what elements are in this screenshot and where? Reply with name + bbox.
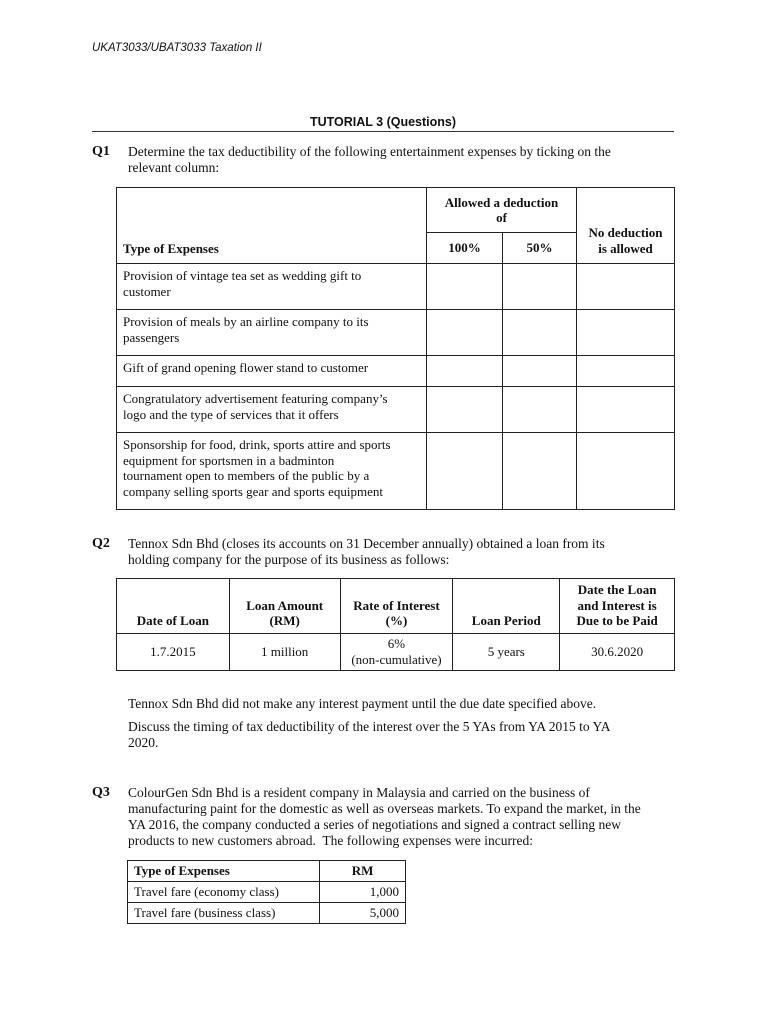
- expense-label: [117, 356, 427, 387]
- col-50-header: 50%: [503, 233, 577, 264]
- q2-paragraph-line: Discuss the timing of tax deductibility of the interest over the 5 YAs from YA 2015 to YA: [128, 719, 611, 734]
- expense-label: [117, 387, 427, 433]
- tick-cell-50[interactable]: [503, 356, 577, 387]
- q2-paragraph-2: [128, 719, 688, 751]
- tick-cell-100[interactable]: [427, 433, 503, 510]
- q2-number: Q2: [92, 536, 110, 551]
- expense-amount: 1,000: [320, 882, 406, 903]
- table-row: [117, 356, 675, 387]
- cell-line: 30.6.2020: [591, 643, 644, 659]
- cell-line: company selling sports gear and sports equipment: [123, 483, 383, 499]
- tick-cell-no-deduction[interactable]: [577, 264, 675, 310]
- header-line: (%): [385, 613, 408, 628]
- cell-line: customer: [123, 283, 171, 299]
- tick-cell-no-deduction[interactable]: [577, 433, 675, 510]
- tick-cell-100[interactable]: [427, 356, 503, 387]
- tick-cell-100[interactable]: [427, 310, 503, 356]
- header-line: and Interest is: [577, 597, 657, 613]
- q3-number: Q3: [92, 785, 110, 800]
- tick-cell-100[interactable]: [427, 264, 503, 310]
- tick-cell-no-deduction[interactable]: [577, 310, 675, 356]
- due-date-cell: [560, 633, 675, 670]
- q2-paragraph-1: Tennox Sdn Bhd did not make any interest payment until the due date specified above.: [128, 696, 597, 711]
- no-deduction-header: [577, 188, 675, 264]
- header-line: Loan Period: [471, 613, 541, 628]
- header-line: Date the Loan: [577, 582, 657, 597]
- q1-text-line: Determine the tax deductibility of the following entertainment expenses by ticking on the: [128, 144, 611, 159]
- type-of-expenses-header: Type of Expenses: [117, 188, 427, 264]
- date-of-loan-cell: [117, 633, 230, 670]
- loan-amount-header: [229, 579, 340, 634]
- header-line: Allowed a deduction: [444, 194, 559, 210]
- tick-cell-50[interactable]: [503, 387, 577, 433]
- tick-cell-50[interactable]: [503, 310, 577, 356]
- cell-line: Congratulatory advertisement featuring company’s: [123, 391, 388, 406]
- q3-text-line: ColourGen Sdn Bhd is a resident company in Malaysia and carried on the business of: [128, 785, 590, 800]
- title-divider: [92, 131, 674, 132]
- expense-amount: 5,000: [320, 903, 406, 924]
- q3-text: [128, 785, 688, 849]
- table-row: [128, 882, 406, 903]
- header-line: Rate of Interest: [353, 597, 440, 613]
- header-line: of: [496, 210, 507, 225]
- loan-period-cell: [453, 633, 560, 670]
- q2-text-line: Tennox Sdn Bhd (closes its accounts on 31 December annually) obtained a loan from its: [128, 536, 605, 551]
- cell-line: 6%: [387, 636, 406, 651]
- cell-line: 5 years: [487, 643, 525, 659]
- header-line: Date of Loan: [136, 613, 209, 628]
- tick-cell-no-deduction[interactable]: [577, 387, 675, 433]
- tick-cell-50[interactable]: [503, 433, 577, 510]
- q2-text-line: holding company for the purpose of its business as follows:: [128, 552, 450, 567]
- due-date-header: [560, 579, 675, 634]
- cell-line: Provision of vintage tea set as wedding gift to: [123, 268, 362, 283]
- table-row: [128, 903, 406, 924]
- type-of-expenses-header: Type of Expenses: [128, 861, 320, 882]
- header-line: is allowed: [598, 240, 653, 256]
- cell-line: equipment for sportsmen in a badminton: [123, 452, 335, 468]
- q1-text-line: relevant column:: [128, 160, 220, 175]
- table-row: [117, 433, 675, 510]
- q2-paragraph-line: 2020.: [128, 735, 159, 750]
- tick-cell-no-deduction[interactable]: [577, 356, 675, 387]
- header-line: (RM): [269, 613, 300, 628]
- table-row: [117, 633, 675, 670]
- cell-line: 1.7.2015: [150, 643, 196, 659]
- expense-label: [117, 264, 427, 310]
- table-row: [117, 264, 675, 310]
- cell-line: (non-cumulative): [351, 651, 442, 667]
- tick-cell-50[interactable]: [503, 264, 577, 310]
- header-line: Loan Amount: [246, 597, 324, 613]
- q1-number: Q1: [92, 144, 110, 159]
- rate-of-interest-cell: [340, 633, 453, 670]
- q1-text: [128, 144, 688, 176]
- tutorial-title: TUTORIAL 3 (Questions): [309, 115, 457, 129]
- rate-of-interest-header: [340, 579, 453, 634]
- entertainment-expenses-table: [116, 187, 675, 510]
- travel-expenses-table: [127, 860, 406, 924]
- table-row: [117, 387, 675, 433]
- tick-cell-100[interactable]: [427, 387, 503, 433]
- document-header: UKAT3033/UBAT3033 Taxation II: [92, 42, 262, 54]
- expense-label: Travel fare (business class): [128, 903, 320, 924]
- cell-line: logo and the type of services that it offers: [123, 406, 339, 422]
- expense-label: [117, 310, 427, 356]
- col-100-header: 100%: [427, 233, 503, 264]
- q3-text-line: YA 2016, the company conducted a series of negotiations and signed a contract selling new: [128, 817, 621, 832]
- cell-line: passengers: [123, 329, 180, 345]
- loan-period-header: [453, 579, 560, 634]
- loan-details-table: [116, 578, 675, 671]
- cell-line: Sponsorship for food, drink, sports attire and sports: [123, 437, 391, 452]
- q2-text: [128, 536, 688, 568]
- cell-line: Gift of grand opening flower stand to customer: [123, 360, 369, 375]
- allowed-deduction-header: [427, 188, 577, 233]
- cell-line: Provision of meals by an airline company to its: [123, 314, 369, 329]
- cell-line: 1 million: [261, 643, 309, 659]
- table-row: [117, 310, 675, 356]
- rm-header: RM: [320, 861, 406, 882]
- q3-text-line: manufacturing paint for the domestic as well as overseas markets. To expand the market, in the: [128, 801, 641, 816]
- expense-label: [117, 433, 427, 510]
- date-of-loan-header: [117, 579, 230, 634]
- header-line: No deduction: [588, 225, 663, 240]
- q3-text-line: products to new customers abroad. The following expenses were incurred:: [128, 833, 534, 848]
- cell-line: tournament open to members of the public by a: [123, 468, 370, 483]
- loan-amount-cell: [229, 633, 340, 670]
- expense-label: Travel fare (economy class): [128, 882, 320, 903]
- header-line: Due to be Paid: [576, 613, 658, 628]
